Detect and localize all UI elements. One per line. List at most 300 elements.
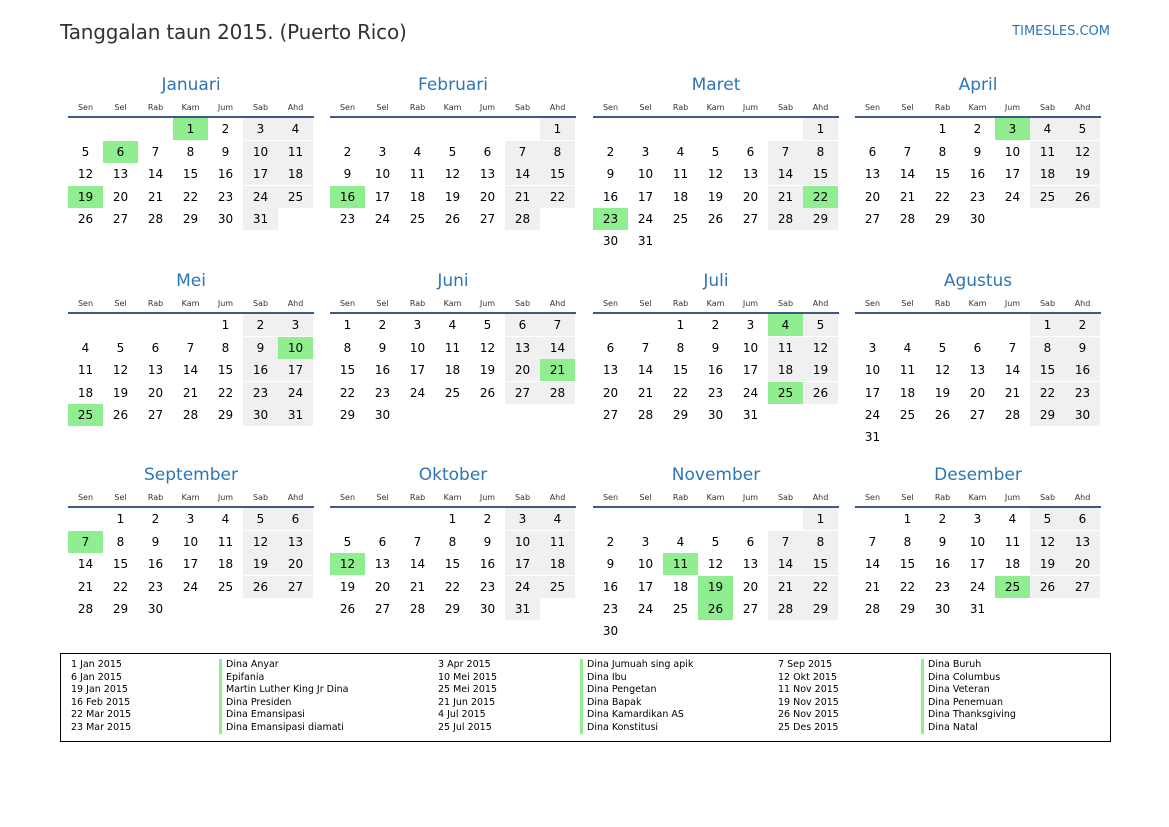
day-cell: 6 xyxy=(746,144,755,159)
holiday-name: Dina Penemuan xyxy=(928,696,1004,708)
holiday-date: 23 Mar 2015 xyxy=(71,721,132,733)
day-cell: 20 xyxy=(147,385,164,400)
week-row xyxy=(855,118,1101,140)
day-cell: 30 xyxy=(374,407,391,422)
day-cell: 13 xyxy=(112,167,129,182)
day-cell: 24 xyxy=(864,407,881,422)
day-cell: 19 xyxy=(479,363,496,378)
day-cell: 2 xyxy=(711,318,720,333)
week-row xyxy=(855,508,1101,530)
day-cell: 6 xyxy=(483,144,492,159)
day-cell: 20 xyxy=(602,385,619,400)
month-days xyxy=(330,118,576,230)
day-cell: 9 xyxy=(1065,337,1100,359)
day-cell: 12 xyxy=(77,167,94,182)
day-cell: 6 xyxy=(278,508,313,530)
day-cell: 28 xyxy=(768,208,803,230)
day-cell: 30 xyxy=(243,404,278,426)
empty-day-cell xyxy=(803,404,838,426)
day-cell: 22 xyxy=(672,385,689,400)
empty-day-cell xyxy=(505,118,540,140)
holiday-list xyxy=(60,653,1111,742)
day-cell: 16 xyxy=(707,363,724,378)
day-cell: 8 xyxy=(540,141,575,163)
day-cell: 31 xyxy=(864,430,881,445)
weekday-header xyxy=(855,488,1101,508)
holiday-dates-col-2 xyxy=(438,659,497,734)
day-cell: 13 xyxy=(742,167,759,182)
week-row xyxy=(68,141,314,163)
day-cell: 10 xyxy=(182,534,199,549)
day-cell: 23 xyxy=(1065,382,1100,404)
day-cell: 2 xyxy=(378,318,387,333)
empty-day-cell xyxy=(663,118,698,140)
day-cell: 29 xyxy=(1030,404,1065,426)
day-cell: 22 xyxy=(1030,382,1065,404)
day-cell: 29 xyxy=(217,407,234,422)
day-cell: 13 xyxy=(742,557,759,572)
week-row xyxy=(68,382,314,404)
holiday-dates-col-1 xyxy=(71,659,131,734)
day-cell: 4 xyxy=(1008,512,1017,527)
empty-day-cell xyxy=(698,508,733,530)
holiday-day-cell: 16 xyxy=(330,186,365,208)
day-cell: 12 xyxy=(803,337,838,359)
empty-day-cell xyxy=(628,314,663,336)
week-row xyxy=(855,359,1101,381)
day-cell: 2 xyxy=(221,122,230,137)
holiday-date: 25 Mei 2015 xyxy=(438,684,497,695)
day-cell: 29 xyxy=(182,211,199,226)
day-cell: 9 xyxy=(483,534,492,549)
holiday-name: Dina Natal xyxy=(928,721,978,733)
day-cell: 1 xyxy=(221,318,230,333)
week-row xyxy=(330,382,576,404)
day-cell: 9 xyxy=(378,340,387,355)
week-row xyxy=(593,553,839,575)
day-cell: 28 xyxy=(505,208,540,230)
weekday-header xyxy=(330,488,576,508)
day-cell: 9 xyxy=(243,337,278,359)
holiday-day-cell: 12 xyxy=(330,553,365,575)
weekday-label: Sel xyxy=(901,103,914,112)
empty-day-cell xyxy=(593,118,628,140)
empty-day-cell xyxy=(855,314,890,336)
day-cell: 19 xyxy=(707,189,724,204)
day-cell: 9 xyxy=(343,167,352,182)
empty-day-cell xyxy=(733,118,768,140)
holiday-name: Dina Columbus xyxy=(928,671,1001,683)
weekday-label: Kam xyxy=(706,299,725,308)
weekday-label: Sab xyxy=(252,103,269,112)
week-row xyxy=(330,337,576,359)
day-cell: 13 xyxy=(602,363,619,378)
weekday-header xyxy=(593,488,839,508)
holiday-day-cell: 25 xyxy=(768,382,803,404)
day-cell: 5 xyxy=(711,144,720,159)
day-cell: 21 xyxy=(77,579,94,594)
week-row xyxy=(330,598,576,620)
weekday-label: Sen xyxy=(864,299,881,308)
weekday-label: Jum xyxy=(742,493,759,502)
day-cell: 25 xyxy=(540,576,575,598)
weekday-label: Sen xyxy=(339,103,356,112)
day-cell: 28 xyxy=(77,601,94,616)
day-cell: 17 xyxy=(243,163,278,185)
day-cell: 4 xyxy=(540,508,575,530)
day-cell: 27 xyxy=(969,407,986,422)
weekday-label: Sel xyxy=(639,103,652,112)
weekday-label: Ahd xyxy=(1074,493,1091,502)
day-cell: 7 xyxy=(505,141,540,163)
weekday-label: Jum xyxy=(1004,103,1021,112)
weekday-header xyxy=(330,294,576,314)
holiday-date: 19 Nov 2015 xyxy=(778,696,839,708)
day-cell: 4 xyxy=(676,534,685,549)
day-cell: 20 xyxy=(479,189,496,204)
day-cell: 5 xyxy=(711,534,720,549)
day-cell: 15 xyxy=(540,163,575,185)
day-cell: 14 xyxy=(768,553,803,575)
empty-day-cell xyxy=(330,508,365,530)
day-cell: 18 xyxy=(540,553,575,575)
day-cell: 10 xyxy=(1004,144,1021,159)
weekday-label: Rab xyxy=(409,103,426,112)
day-cell: 20 xyxy=(742,579,759,594)
weekday-label: Jum xyxy=(479,299,496,308)
day-cell: 1 xyxy=(343,318,352,333)
weekday-label: Sen xyxy=(602,493,619,502)
day-cell: 1 xyxy=(903,512,912,527)
weekday-header xyxy=(68,294,314,314)
weekday-label: Jum xyxy=(479,103,496,112)
day-cell: 14 xyxy=(77,557,94,572)
weekday-label: Sen xyxy=(77,493,94,502)
day-cell: 31 xyxy=(742,407,759,422)
weekday-label: Rab xyxy=(147,493,164,502)
site-link[interactable]: TIMESLES.COM xyxy=(1012,24,1110,39)
day-cell: 8 xyxy=(186,144,195,159)
day-cell: 18 xyxy=(278,163,313,185)
empty-day-cell xyxy=(698,230,733,252)
weekday-label: Ahd xyxy=(549,493,566,502)
empty-day-cell xyxy=(103,314,138,336)
day-cell: 4 xyxy=(448,318,457,333)
day-cell: 4 xyxy=(278,118,313,140)
day-cell: 10 xyxy=(505,531,540,553)
day-cell: 4 xyxy=(81,340,90,355)
day-cell: 16 xyxy=(374,363,391,378)
day-cell: 15 xyxy=(444,557,461,572)
empty-day-cell xyxy=(890,314,925,336)
holiday-name: Dina Buruh xyxy=(928,659,982,670)
day-cell: 8 xyxy=(116,534,125,549)
day-cell: 15 xyxy=(934,167,951,182)
day-cell: 27 xyxy=(147,407,164,422)
weekday-label: Sab xyxy=(777,299,794,308)
weekday-label: Sab xyxy=(1039,299,1056,308)
day-cell: 9 xyxy=(606,167,615,182)
day-cell: 23 xyxy=(479,579,496,594)
month-name: April xyxy=(958,75,998,95)
day-cell: 11 xyxy=(1004,534,1021,549)
day-cell: 30 xyxy=(217,211,234,226)
week-row xyxy=(330,508,576,530)
weekday-label: Rab xyxy=(934,103,951,112)
day-cell: 27 xyxy=(278,576,313,598)
day-cell: 26 xyxy=(803,382,838,404)
week-row xyxy=(330,576,576,598)
day-cell: 18 xyxy=(768,359,803,381)
week-row xyxy=(593,208,839,230)
weekday-label: Sel xyxy=(114,103,127,112)
week-row xyxy=(855,163,1101,185)
day-cell: 9 xyxy=(938,534,947,549)
day-cell: 3 xyxy=(746,318,755,333)
week-row xyxy=(593,359,839,381)
day-cell: 21 xyxy=(1004,385,1021,400)
day-cell: 28 xyxy=(1004,407,1021,422)
holiday-day-cell: 3 xyxy=(995,118,1030,140)
day-cell: 17 xyxy=(969,557,986,572)
day-cell: 24 xyxy=(182,579,199,594)
holiday-date: 6 Jan 2015 xyxy=(71,671,122,683)
day-cell: 24 xyxy=(1004,189,1021,204)
day-cell: 7 xyxy=(641,340,650,355)
day-cell: 17 xyxy=(864,385,881,400)
empty-day-cell xyxy=(138,314,173,336)
day-cell: 19 xyxy=(1065,163,1100,185)
day-cell: 13 xyxy=(505,337,540,359)
month-name: Mei xyxy=(176,271,206,291)
day-cell: 8 xyxy=(343,340,352,355)
empty-day-cell xyxy=(330,118,365,140)
week-row xyxy=(68,314,314,336)
day-cell: 18 xyxy=(1004,557,1021,572)
day-cell: 2 xyxy=(606,534,615,549)
weekday-label: Sel xyxy=(114,493,127,502)
day-cell: 10 xyxy=(374,167,391,182)
day-cell: 9 xyxy=(606,557,615,572)
holiday-day-cell: 19 xyxy=(68,186,103,208)
day-cell: 20 xyxy=(1065,553,1100,575)
empty-day-cell xyxy=(593,508,628,530)
day-cell: 22 xyxy=(934,189,951,204)
day-cell: 27 xyxy=(742,211,759,226)
day-cell: 17 xyxy=(637,579,654,594)
day-cell: 16 xyxy=(602,189,619,204)
day-cell: 22 xyxy=(444,579,461,594)
weekday-header xyxy=(855,98,1101,118)
day-cell: 14 xyxy=(182,363,199,378)
day-cell: 29 xyxy=(339,407,356,422)
day-cell: 9 xyxy=(973,144,982,159)
day-cell: 26 xyxy=(707,211,724,226)
day-cell: 19 xyxy=(112,385,129,400)
empty-day-cell xyxy=(593,314,628,336)
week-row xyxy=(855,208,1101,230)
day-cell: 6 xyxy=(505,314,540,336)
day-cell: 30 xyxy=(602,624,619,639)
day-cell: 17 xyxy=(637,189,654,204)
day-cell: 15 xyxy=(899,557,916,572)
holiday-name: Dina Bapak xyxy=(587,696,642,708)
day-cell: 22 xyxy=(803,576,838,598)
empty-day-cell xyxy=(768,404,803,426)
day-cell: 26 xyxy=(1030,576,1065,598)
month-name: Desember xyxy=(934,465,1022,485)
day-cell: 15 xyxy=(672,363,689,378)
day-cell: 6 xyxy=(973,340,982,355)
day-cell: 30 xyxy=(147,601,164,616)
day-cell: 11 xyxy=(278,141,313,163)
day-cell: 21 xyxy=(505,186,540,208)
weekday-label: Kam xyxy=(181,493,200,502)
day-cell: 3 xyxy=(973,512,982,527)
day-cell: 1 xyxy=(1030,314,1065,336)
day-cell: 28 xyxy=(147,211,164,226)
day-cell: 30 xyxy=(479,601,496,616)
day-cell: 4 xyxy=(1030,118,1065,140)
day-cell: 1 xyxy=(540,118,575,140)
day-cell: 12 xyxy=(707,557,724,572)
day-cell: 30 xyxy=(934,601,951,616)
holiday-names-col-2 xyxy=(580,659,693,734)
day-cell: 22 xyxy=(217,385,234,400)
day-cell: 14 xyxy=(899,167,916,182)
empty-day-cell xyxy=(960,314,995,336)
day-cell: 15 xyxy=(112,557,129,572)
day-cell: 7 xyxy=(413,534,422,549)
day-cell: 27 xyxy=(112,211,129,226)
day-cell: 2 xyxy=(1065,314,1100,336)
holiday-day-cell: 1 xyxy=(173,118,208,140)
day-cell: 29 xyxy=(672,407,689,422)
weekday-label: Kam xyxy=(968,103,987,112)
day-cell: 11 xyxy=(1030,141,1065,163)
weekday-label: Sel xyxy=(901,493,914,502)
empty-day-cell xyxy=(435,118,470,140)
week-row xyxy=(593,620,839,642)
day-cell: 20 xyxy=(742,189,759,204)
day-cell: 22 xyxy=(182,189,199,204)
day-cell: 6 xyxy=(606,340,615,355)
holiday-name: Dina Jumuah sing apik xyxy=(587,659,694,670)
week-row xyxy=(855,186,1101,208)
empty-day-cell xyxy=(890,426,925,448)
empty-day-cell xyxy=(733,508,768,530)
week-row xyxy=(855,404,1101,426)
empty-day-cell xyxy=(173,314,208,336)
month-name: Juni xyxy=(437,271,469,291)
weekday-label: Sen xyxy=(339,493,356,502)
empty-day-cell xyxy=(1065,598,1100,620)
day-cell: 24 xyxy=(742,385,759,400)
month-desember xyxy=(855,462,1101,620)
day-cell: 5 xyxy=(1030,508,1065,530)
day-cell: 5 xyxy=(483,318,492,333)
week-row xyxy=(330,141,576,163)
month-name: Maret xyxy=(691,75,741,95)
day-cell: 30 xyxy=(1065,404,1100,426)
day-cell: 17 xyxy=(505,553,540,575)
month-days xyxy=(68,118,314,230)
day-cell: 16 xyxy=(147,557,164,572)
day-cell: 29 xyxy=(934,211,951,226)
week-row xyxy=(68,163,314,185)
empty-day-cell xyxy=(68,314,103,336)
week-row xyxy=(330,208,576,230)
day-cell: 9 xyxy=(221,144,230,159)
week-row xyxy=(855,426,1101,448)
empty-day-cell xyxy=(803,230,838,252)
day-cell: 26 xyxy=(934,407,951,422)
weekday-label: Kam xyxy=(181,103,200,112)
week-row xyxy=(855,382,1101,404)
day-cell: 2 xyxy=(151,512,160,527)
day-cell: 6 xyxy=(746,534,755,549)
empty-day-cell xyxy=(365,508,400,530)
day-cell: 13 xyxy=(1065,531,1100,553)
empty-day-cell xyxy=(890,118,925,140)
day-cell: 4 xyxy=(413,144,422,159)
holiday-name: Dina Kamardikan AS xyxy=(587,709,684,720)
day-cell: 16 xyxy=(479,557,496,572)
day-cell: 30 xyxy=(602,234,619,249)
weekday-label: Ahd xyxy=(812,299,829,308)
day-cell: 7 xyxy=(768,531,803,553)
empty-day-cell xyxy=(663,230,698,252)
day-cell: 12 xyxy=(1065,141,1100,163)
day-cell: 24 xyxy=(278,382,313,404)
month-days xyxy=(593,118,839,252)
weekday-label: Ahd xyxy=(812,103,829,112)
weekday-label: Rab xyxy=(672,103,689,112)
day-cell: 16 xyxy=(243,359,278,381)
day-cell: 19 xyxy=(444,189,461,204)
day-cell: 22 xyxy=(899,579,916,594)
day-cell: 17 xyxy=(182,557,199,572)
month-mei xyxy=(68,268,314,426)
week-row xyxy=(593,163,839,185)
day-cell: 10 xyxy=(742,340,759,355)
day-cell: 20 xyxy=(505,359,540,381)
day-cell: 5 xyxy=(803,314,838,336)
weekday-label: Sab xyxy=(252,493,269,502)
day-cell: 1 xyxy=(116,512,125,527)
holiday-name: Martin Luther King Jr Dina xyxy=(226,684,349,695)
month-juli xyxy=(593,268,839,426)
empty-day-cell xyxy=(960,426,995,448)
weekday-label: Ahd xyxy=(287,493,304,502)
month-days xyxy=(68,508,314,620)
weekday-label: Rab xyxy=(672,493,689,502)
weekday-label: Ahd xyxy=(1074,103,1091,112)
weekday-label: Sel xyxy=(376,299,389,308)
week-row xyxy=(330,314,576,336)
day-cell: 3 xyxy=(505,508,540,530)
weekday-header xyxy=(855,294,1101,314)
day-cell: 5 xyxy=(1065,118,1100,140)
holiday-names-col-1 xyxy=(219,659,348,734)
holiday-name: Epifania xyxy=(226,671,265,683)
holiday-name: Dina Veteran xyxy=(928,684,990,695)
holiday-date: 11 Nov 2015 xyxy=(778,684,839,695)
empty-day-cell xyxy=(470,404,505,426)
day-cell: 11 xyxy=(217,534,234,549)
empty-day-cell xyxy=(733,230,768,252)
month-days xyxy=(855,314,1101,448)
